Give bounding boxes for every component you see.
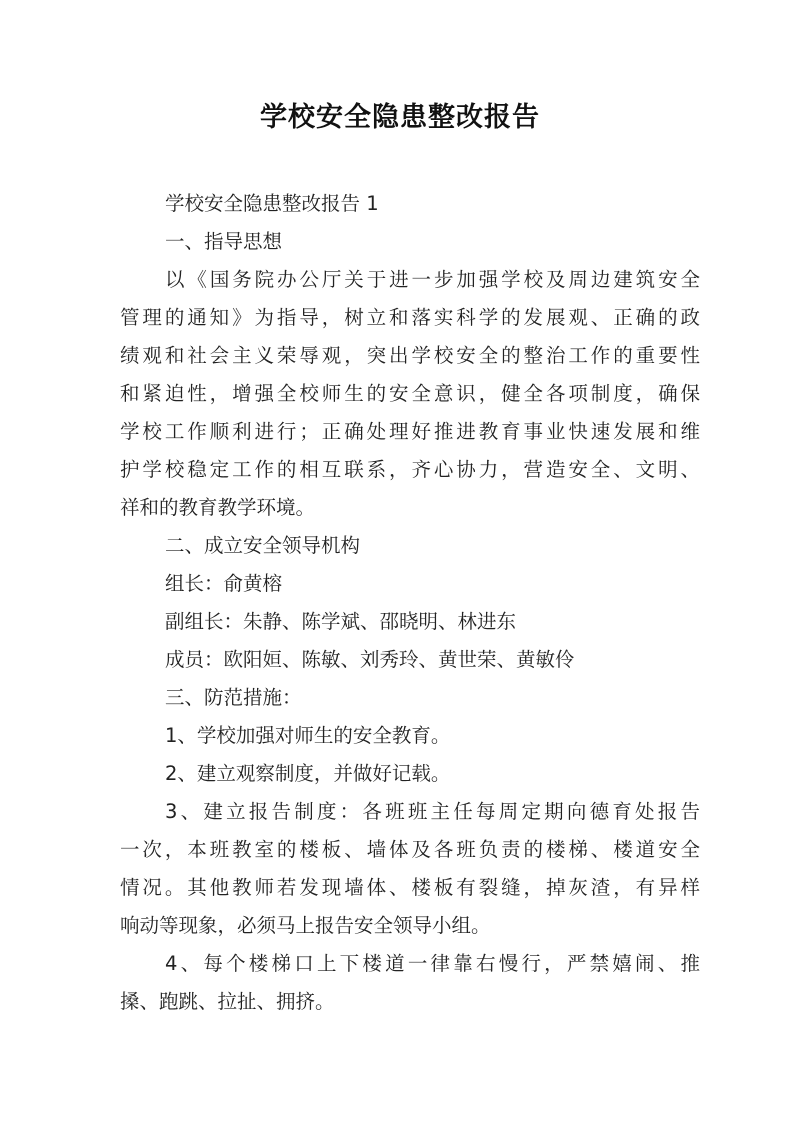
paragraph-line: 响动等现象，必须马上报告安全领导小组。 — [120, 914, 491, 937]
paragraph-line: 学校工作顺利进行；正确处理好推进教育事业快速发展和维 — [120, 420, 700, 443]
paragraph-line: 绩观和社会主义荣辱观，突出学校安全的整治工作的重要性 — [120, 344, 700, 367]
team-leader: 组长：俞黄榕 — [165, 572, 283, 595]
measure-item: 2、建立观察制度，并做好记载。 — [165, 762, 451, 785]
heading-guiding-ideology: 一、指导思想 — [165, 230, 283, 253]
heading-leadership: 二、成立安全领导机构 — [165, 534, 361, 557]
team-members: 成员：欧阳姮、陈敏、刘秀玲、黄世荣、黄敏伶 — [165, 648, 575, 671]
section-subtitle: 学校安全隐患整改报告 1 — [165, 192, 379, 215]
paragraph-line: 和紧迫性，增强全校师生的安全意识，健全各项制度，确保 — [120, 382, 700, 405]
paragraph-line: 情况。其他教师若发现墙体、楼板有裂缝，掉灰渣，有异样 — [120, 876, 700, 899]
deputy-leaders: 副组长：朱静、陈学斌、邵晓明、林进东 — [165, 610, 517, 633]
document-title: 学校安全隐患整改报告 — [260, 102, 540, 133]
heading-measures: 三、防范措施： — [165, 686, 302, 709]
paragraph-line: 一次，本班教室的楼板、墙体及各班负责的楼梯、楼道安全 — [120, 838, 700, 861]
measure-item: 1、学校加强对师生的安全教育。 — [165, 724, 451, 747]
paragraph-line: 护学校稳定工作的相互联系，齐心协力，营造安全、文明、 — [120, 458, 700, 481]
measure-item: 3、建立报告制度：各班班主任每周定期向德育处报告 — [165, 800, 700, 823]
paragraph-line: 祥和的教育教学环境。 — [120, 496, 316, 519]
paragraph-line: 搡、跑跳、拉扯、拥挤。 — [120, 990, 335, 1013]
paragraph-line: 以《国务院办公厅关于进一步加强学校及周边建筑安全 — [165, 268, 700, 291]
paragraph-line: 管理的通知》为指导，树立和落实科学的发展观、正确的政 — [120, 306, 700, 329]
measure-item: 4、每个楼梯口上下楼道一律靠右慢行，严禁嬉闹、推 — [165, 952, 700, 975]
